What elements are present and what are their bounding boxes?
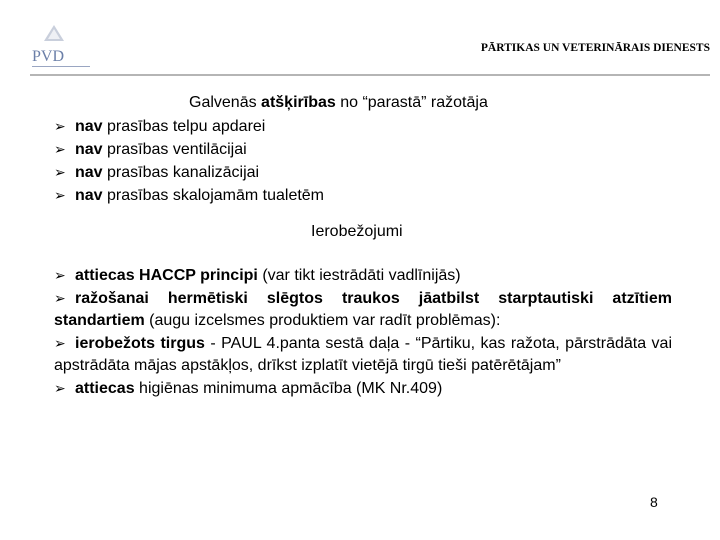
organization-name: PĀRTIKAS UN VETERINĀRAIS DIENESTS — [480, 42, 710, 54]
arrow-bullet-icon: ➢ — [54, 187, 66, 203]
arrow-bullet-icon: ➢ — [54, 267, 66, 283]
arrow-bullet-icon: ➢ — [54, 141, 66, 157]
list-item: ➢ attiecas higiēnas minimuma apmācība (MK Nr.409) — [54, 377, 672, 400]
arrow-bullet-icon: ➢ — [54, 164, 66, 180]
restrictions-heading: Ierobežojumi — [311, 223, 403, 240]
page-number: 8 — [650, 494, 658, 510]
arrow-bullet-icon: ➢ — [54, 118, 66, 134]
list-item: ➢ nav prasības ventilācijai — [54, 138, 324, 161]
list-item: ➢ attiecas HACCP principi (var tikt iestrādāti vadlīnijās) — [54, 264, 672, 287]
header-divider — [30, 74, 710, 76]
arrow-bullet-icon: ➢ — [54, 380, 66, 396]
list-item: ➢ nav prasības kanalizācijai — [54, 161, 324, 184]
list-item: ➢ nav prasības telpu apdarei — [54, 115, 324, 138]
pvd-logo — [30, 25, 94, 71]
arrow-bullet-icon: ➢ — [54, 290, 66, 306]
restrictions-list — [54, 264, 672, 400]
list-item: ➢ ražošanai hermētiski slēgtos traukos jāatbilst starptautiski atzītiem standartiem (augu izcelsmes produktiem var radīt problēmas): — [54, 287, 672, 332]
list-item: ➢ ierobežots tirgus - PAUL 4.panta sestā daļa - “Pārtiku, kas ražota, pārstrādāta vai apstrādāta mājas apstākļos, drīkst izplatīt vietējā tirgū tieši patērētājam” — [54, 332, 672, 377]
arrow-bullet-icon: ➢ — [54, 335, 66, 351]
svg-text:PVD: PVD — [32, 48, 65, 65]
slide-title: Galvenās atšķirības no “parastā” ražotāja — [189, 94, 488, 111]
list-item: ➢ nav prasības skalojamām tualetēm — [54, 184, 324, 207]
differences-list — [54, 115, 324, 207]
